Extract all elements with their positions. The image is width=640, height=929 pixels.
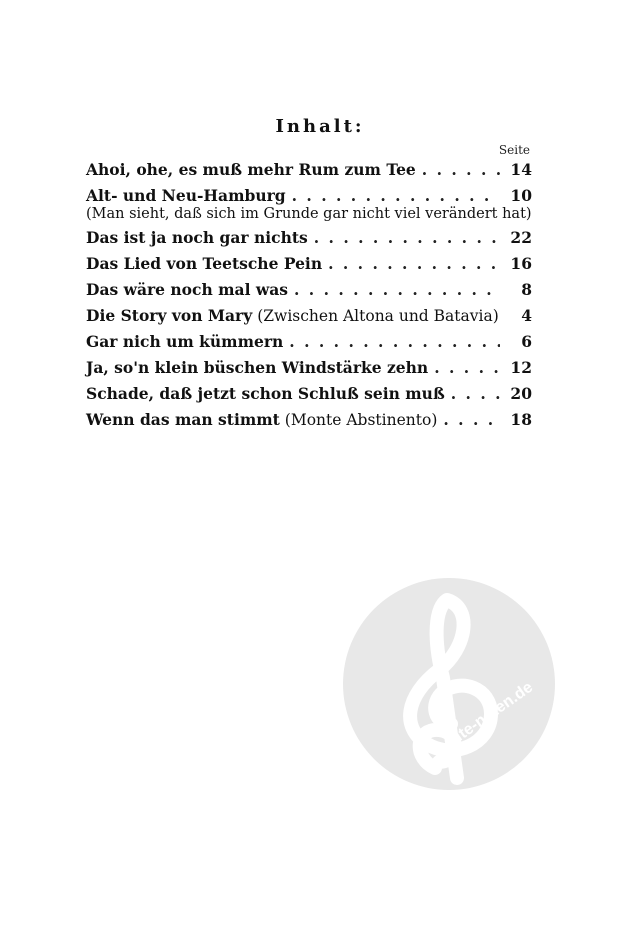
toc-entry: [86, 186, 532, 212]
toc-entry-page: 12: [510, 358, 532, 377]
toc-entry-title: Ahoi, ohe, es muß mehr Rum zum Tee: [86, 160, 416, 179]
toc-entry-title: Ja, so'n klein büschen Windstärke zehn: [86, 358, 429, 377]
toc-entry-page: 6: [521, 332, 532, 351]
toc-entry: [86, 306, 532, 332]
leader-dots: [328, 254, 500, 273]
toc-entry-title: Das wäre noch mal was: [86, 280, 288, 299]
toc-entry: [86, 228, 532, 254]
toc-entry-title: Das Lied von Teetsche Pein: [86, 254, 323, 273]
toc-entry-page: 22: [510, 228, 532, 247]
page-title: Inhalt:: [275, 116, 365, 137]
toc-entry-title: Alt- und Neu-Hamburg: [86, 186, 286, 205]
leader-dots: [294, 280, 500, 299]
page-column-label: Seite: [498, 143, 530, 157]
leader-dots: [443, 410, 500, 429]
toc-entry: [86, 384, 532, 410]
toc-entry: [86, 280, 532, 306]
toc-entry: [86, 358, 532, 384]
toc-entry-page: 18: [510, 410, 532, 429]
toc-entry-title: Wenn das man stimmt: [86, 410, 280, 429]
toc-entry: [86, 332, 532, 358]
toc-entry-subtitle: (Monte Abstinento): [284, 411, 438, 429]
leader-dots: [451, 384, 500, 403]
table-of-contents: [86, 160, 532, 436]
watermark-logo: [343, 578, 555, 790]
toc-entry-page: 14: [510, 160, 532, 179]
toc-entry-title: Das ist ja noch gar nichts: [86, 228, 308, 247]
toc-entry-title: Schade, daß jetzt schon Schluß sein muß: [86, 384, 445, 403]
toc-entry-page: 20: [510, 384, 532, 403]
leader-dots: [292, 186, 500, 205]
leader-dots: [314, 228, 500, 247]
toc-entry-page: 16: [510, 254, 532, 273]
toc-entry-page: 10: [510, 186, 532, 205]
toc-entry-page: 8: [521, 280, 532, 299]
toc-entry: [86, 410, 532, 436]
toc-entry-title: Die Story von Mary: [86, 306, 253, 325]
leader-dots: [434, 358, 500, 377]
toc-entry: [86, 160, 532, 186]
leader-dots: [289, 332, 500, 351]
toc-entry-title: Gar nich um kümmern: [86, 332, 284, 351]
toc-entry-subtitle: (Zwischen Altona und Batavia): [257, 307, 499, 325]
toc-entry-page: 4: [521, 306, 532, 325]
toc-entry-note: (Man sieht, daß sich im Grunde gar nicht viel verändert hat): [86, 206, 532, 222]
leader-dots: [422, 160, 500, 179]
toc-entry: [86, 254, 532, 280]
watermark-text: alte-noten.de: [444, 678, 537, 750]
